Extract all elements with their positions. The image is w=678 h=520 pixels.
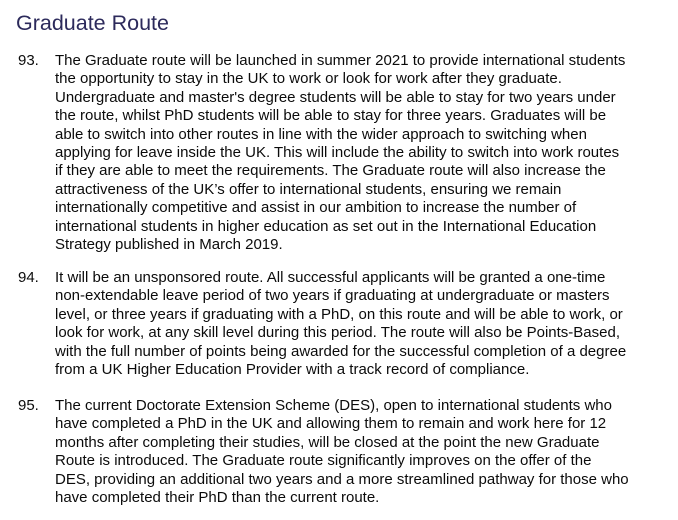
paragraph-line: internationally competitive and assist in our ambition to increase the number of [55, 199, 577, 217]
paragraph-line: months after completing their studies, will be closed at the point the new Graduate [55, 433, 600, 451]
paragraph-number: 94. [18, 269, 39, 286]
paragraph-number: 95. [18, 397, 39, 414]
paragraph-line: Strategy published in March 2019. [55, 236, 283, 254]
paragraph-line: have completed a PhD in the UK and allowing them to remain and work here for 12 [55, 415, 607, 433]
paragraph-line: DES, providing an additional two years and a more streamlined pathway for those who [55, 470, 629, 488]
section-heading: Graduate Route [16, 11, 169, 35]
paragraph-body [55, 397, 675, 507]
paragraph-line: attractiveness of the UK’s offer to international students, ensuring we remain [55, 180, 562, 198]
paragraph-line: It will be an unsponsored route. All successful applicants will be granted a one-time [55, 269, 606, 286]
paragraph-line: look for work, at any skill level during this period. The route will also be Points-Based, [55, 324, 620, 342]
paragraph-body [55, 269, 675, 379]
paragraph-line: the opportunity to stay in the UK to work or look for work after they graduate. [55, 70, 562, 88]
paragraph-number: 93. [18, 52, 39, 69]
paragraph-line: able to switch into other routes in line with the wider approach to switching when [55, 125, 587, 143]
paragraph-line: Undergraduate and master's degree students will be able to stay for two years under [55, 88, 616, 106]
paragraph-line: with the full number of points being awarded for the successful completion of a degree [55, 342, 627, 360]
paragraph-line: The current Doctorate Extension Scheme (DES), open to international students who [55, 397, 612, 414]
paragraph-line: The Graduate route will be launched in summer 2021 to provide international students [55, 52, 626, 69]
paragraph-line: level, or three years if graduating with a PhD, on this route and will be able to work, or [55, 305, 623, 323]
paragraph-line: international students in higher education as set out in the International Education [55, 217, 597, 235]
paragraph-body [55, 52, 675, 254]
paragraph-line: have completed their PhD than the current route. [55, 489, 380, 507]
paragraph-line: non-extendable leave period of two years if graduating at undergraduate or masters [55, 287, 610, 305]
paragraph-line: from a UK Higher Education Provider with a track record of compliance. [55, 361, 530, 379]
paragraph-line: applying for leave inside the UK. This will include the ability to switch into work routes [55, 144, 620, 162]
paragraph-line: Route is introduced. The Graduate route significantly improves on the offer of the [55, 452, 592, 470]
paragraph-line: the route, whilst PhD students will be able to stay for three years. Graduates will be [55, 107, 607, 125]
paragraph-line: if they are able to meet the requirements. The Graduate route will also increase the [55, 162, 606, 180]
